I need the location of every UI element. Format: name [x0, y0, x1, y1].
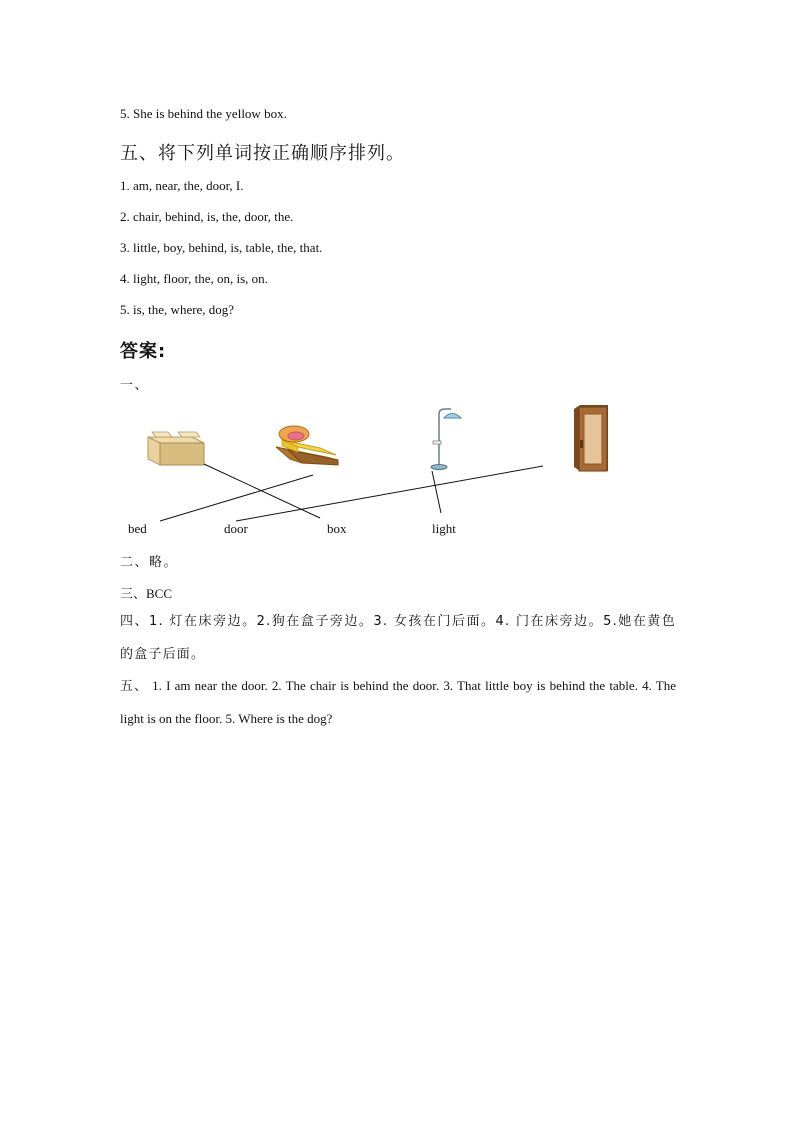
match-word-door: door [224, 521, 248, 536]
answer-part-5: 五、 1. I am near the door. 2. The chair is behind the door. 3. That little boy is behind the table. 4. The light is on the floor. 5. Where is the dog? [120, 678, 676, 726]
answer-part-2: 二、略。 [120, 555, 179, 570]
box-picture [148, 432, 204, 465]
match-word-bed: bed [128, 521, 147, 536]
match-word-box: box [327, 521, 347, 536]
answer-part-4: 四、1. 灯在床旁边。2.狗在盒子旁边。3. 女孩在门后面。4. 门在床旁边。5.她在黄色的盒子后面。 [120, 614, 676, 662]
match-word-light: light [432, 521, 456, 536]
question-5-text: 5. She is behind the yellow box. [120, 106, 287, 121]
section-5-title: 五、将下列单词按正确顺序排列。 [120, 143, 405, 164]
matching-lines [160, 464, 543, 521]
answers-title: 答案: [120, 341, 167, 362]
bed-picture [276, 426, 338, 465]
reorder-item-3: 3. little, boy, behind, is, table, the, that. [120, 240, 323, 255]
answer-part-3: 三、BCC [120, 586, 173, 601]
lamp-picture [431, 409, 461, 470]
match-line-bed [160, 475, 313, 521]
reorder-item-2: 2. chair, behind, is, the, door, the. [120, 209, 294, 224]
match-line-light [432, 471, 441, 513]
reorder-item-4: 4. light, floor, the, on, is, on. [120, 271, 268, 286]
door-picture [574, 405, 608, 471]
matching-diagram [0, 0, 793, 560]
match-line-box [204, 464, 320, 518]
reorder-item-5: 5. is, the, where, dog? [120, 302, 235, 317]
match-line-door [236, 466, 543, 521]
answer-part-1-label: 一、 [120, 378, 150, 393]
reorder-item-1: 1. am, near, the, door, I. [120, 178, 244, 193]
